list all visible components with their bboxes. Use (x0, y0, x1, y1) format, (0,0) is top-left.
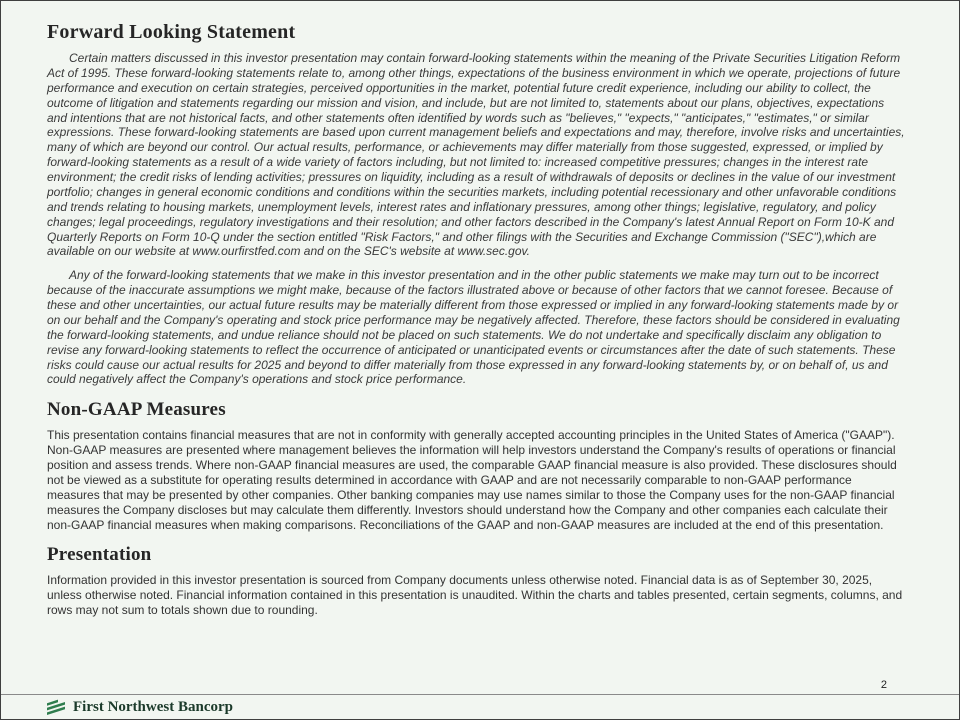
section-heading-presentation: Presentation (47, 544, 152, 566)
non-gaap-paragraph: This presentation contains financial measures that are not in conformity with generally accepted accounting principles in the United States of America ("GAAP"). Non-GAAP measures are presented where management believes the information will help investors understand the Company's results of operations or financial position and assess trends. Where non-GAAP financial measures are used, the comparable GAAP financial measure is also provided. These disclosures should not be viewed as a substitute for operating results determined in accordance with GAAP and are not necessarily comparable to non-GAAP performance measures that may be presented by other companies. Other banking companies may use names similar to those the Company uses for the non-GAAP financial measures the Company discloses but may calculate them differently. Investors should understand how the Company and other companies each calculate their non-GAAP financial measures when making comparisons. Reconciliations of the GAAP and non-GAAP measures are included at the end of this presentation. (47, 428, 897, 532)
page-number: 2 (880, 679, 887, 691)
section-heading-forward-looking-statement: Forward Looking Statement (47, 21, 296, 43)
footer (45, 699, 233, 716)
slide-content (1, 1, 959, 618)
section-heading-non-gaap-measures: Non-GAAP Measures (47, 399, 226, 421)
company-logo-icon (45, 699, 67, 716)
forward-looking-paragraph-1: Certain matters discussed in this investor presentation may contain forward-looking statements within the meaning of the Private Securities Litigation Reform Act of 1995. These forward-looking statements relate to, among other things, expectations of the business environment in which we operate, projections of future performance and execution on certain strategies, perceived opportunities in the market, potential future credit experience, including our ability to collect, the outcome of litigation and statements regarding our mission and vision, and include, but are not limited to, statements about our plans, objectives, expectations and intentions that are not historical facts, and other statements often identified by words such as "believes," "expects," "anticipates," "estimates," or similar expressions. These forward-looking statements are based upon current management beliefs and expectations and may, therefore, involve risks and uncertainties, many of which are beyond our control. Our actual results, performance, or achievements may differ materially from those suggested, expressed, or implied by forward-looking statements as a result of a wide variety of factors including, but not limited to: increased competitive pressures; changes in the interest rate environment; the credit risks of lending activities; pressures on liquidity, including as a result of withdrawals of deposits or declines in the value of our investment portfolio; changes in general economic conditions and conditions within the securities markets, including potential recessionary and other unfavorable conditions and trends relating to housing markets, unemployment levels, interest rates and inflationary pressures, among other things; legislative, regulatory, and policy changes; legal proceedings, regulatory investigations and their resolution; and other factors described in the Company's latest Annual Report on Form 10-K and Quarterly Reports on Form 10-Q under the section entitled "Risk Factors," and other filings with the Securities and Exchange Commission ("SEC"),which are available on our website at www.ourfirstfed.com and on the SEC's website at www.sec.gov. (47, 51, 905, 259)
forward-looking-paragraph-2: Any of the forward-looking statements that we make in this investor presentation and in the other public statements we make may turn out to be incorrect because of the inaccurate assumptions we might make, because of the factors illustrated above or because of other factors that we cannot foresee. Because of these and other uncertainties, our actual future results may be materially different from those expressed or implied in any forward-looking statements made by or on our behalf and the Company's operating and stock price performance may be negatively affected. Therefore, these factors should be considered in evaluating the forward-looking statements, and undue reliance should not be placed on such statements. We do not undertake and specifically disclaim any obligation to revise any forward-looking statements to reflect the occurrence of anticipated or unanticipated events or circumstances after the date of such statements. These risks could cause our actual results for 2025 and beyond to differ materially from those expressed in any forward-looking statements by, or on behalf of, us and could negatively affect the Company's operations and stock price performance. (47, 268, 900, 387)
footer-divider (1, 694, 959, 695)
footer-company-name: First Northwest Bancorp (73, 699, 233, 715)
presentation-paragraph: Information provided in this investor presentation is sourced from Company documents unless otherwise noted. Financial data is as of September 30, 2025, unless otherwise noted. Financial information contained in this presentation is unaudited. Within the charts and tables presented, certain segments, columns, and rows may not sum to totals shown due to rounding. (47, 573, 903, 618)
